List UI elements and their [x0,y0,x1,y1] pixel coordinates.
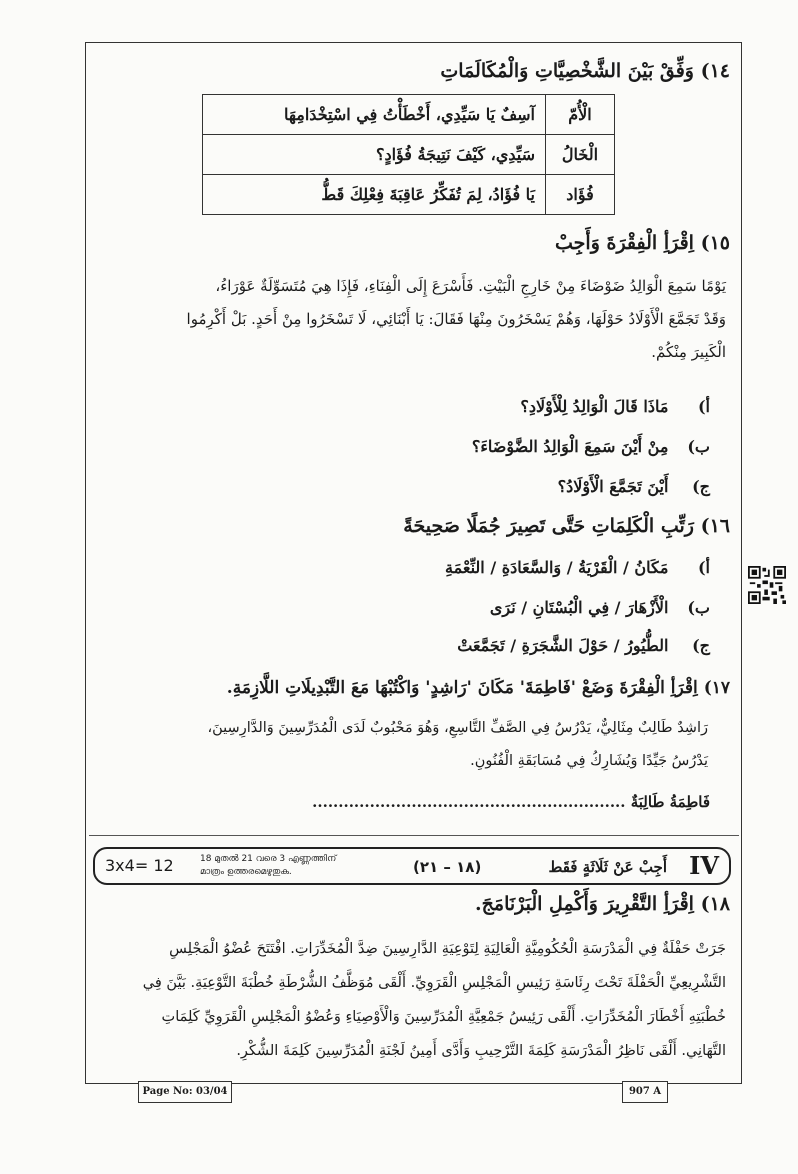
question-16-item-a [445,558,710,577]
section-roman: IV [689,851,719,880]
paragraph-line: يَدْرُسُ جَيِّدًا وَيُشَارِكُ فِي مُسَابَقَةِ الْفُنُونِ. [470,753,708,769]
question-16-item-c [457,636,710,655]
qr-code-icon [748,566,786,604]
section-divider [89,835,739,836]
question-number: ١٦) [700,515,730,537]
table-row [203,175,615,215]
speaker-cell: فُؤَاد [546,175,615,215]
answer-dots: ............................................................ [312,793,626,811]
section-instruction: أَجِبْ عَنْ ثَلَاثَةٍ فَقَط [548,858,667,876]
line-cell: يَا فُؤَادُ، لِمَ تُفَكِّرُ عَاقِبَةَ فِعْلِكَ قَطُّ [203,175,546,215]
question-15-paragraph [96,270,726,369]
item-text: الطُّيُورُ / حَوْلَ الشَّجَرَةِ / تَجَمَّعَتْ [457,636,669,655]
speaker-cell: الْأُمّ [546,95,615,135]
line-cell: آسِفٌ يَا سَيِّدِي، أَخْطَأْتُ فِي اسْتِخْدَامِهَا [203,95,546,135]
question-16-heading [95,515,730,537]
question-15-item-a [520,397,710,416]
paragraph-line: الْكَبِيرَ مِنْكُمْ. [651,343,726,361]
section-score: 3x4= 12 [105,856,174,875]
item-letter: ج) [692,477,710,496]
item-letter: ب) [687,437,710,456]
paragraph-line: التَّهَانِي. أَلْقَى نَاظِرُ الْمَدْرَسَةِ كَلِمَةَ التَّرْحِيبِ وَأَدَّى أَمِينُ لَجْنَةِ الْمُدَرِّسِينَ كَلِمَةَ الشُّكْرِ. [236,1043,726,1059]
question-15-item-b [472,437,710,456]
item-text: الْأَزْهَارَ / فِي الْبُسْتَانِ / نَرَى [489,598,669,617]
item-text: مِنْ أَيْنَ سَمِعَ الْوَالِدُ الضَّوْضَاءَ؟ [471,437,669,456]
item-text: أَيْنَ تَجَمَّعَ الْأَوْلَادُ؟ [557,477,669,496]
malayalam-line: മാത്രം ഉത്തരമെഴുതുക. [200,867,292,877]
paragraph-line: التَّشْرِيعِيِّ الْحَفْلَةَ تَحْتَ رِئَاسَةِ رَئِيسِ الْمَجْلِسِ الْقَرَوِيِّ. أَلْقَى مُوَظَّفُ الشُّرْطَةِ خُطْبَةَ التَّوْعِيَةِ. بَيَّنَ فِي [142,975,726,991]
item-letter: ج) [692,636,710,655]
paragraph-line: وَقَدْ تَجَمَّعَ الْأَوْلَادُ حَوْلَهَا، وَهُمْ يَسْخَرُونَ مِنْهَا فَقَالَ: يَا أَبْنَائِي، لَا تَسْخَرُوا مِنْ أَحَدٍ. بَلْ أَكْرِمُوا [186,310,726,328]
line-cell: سَيِّدِي، كَيْفَ نَتِيجَةُ فُؤَادٍ؟ [203,135,546,175]
malayalam-line: 18 മുതൽ 21 വരെ 3 എണ്ണത്തിന് [200,854,337,864]
paragraph-line: رَاشِدٌ طَالِبٌ مِثَالِيٌّ، يَدْرُسُ فِي الصَّفِّ التَّاسِعِ، وَهُوَ مَحْبُوبٌ لَدَى الْمُدَرِّسِينَ وَالدَّارِسِينَ، [207,720,708,736]
paragraph-line: خُطْبَتِهِ أَخْطَارَ الْمُخَدِّرَاتِ. أَلْقَى رَئِيسُ جَمْعِيَّةِ الْمُدَرِّسِينَ وَالْأَوْصِيَاءِ وَعُضْوُ الْمَجْلِسِ الْقَرَوِيِّ كَلِمَاتِ [161,1009,726,1025]
item-letter: أ) [697,558,710,577]
question-number: ١٧) [703,678,730,698]
question-14-heading [95,60,730,82]
paragraph-line: يَوْمًا سَمِعَ الْوَالِدُ ضَوْضَاءَ مِنْ خَارِجِ الْبَيْتِ. فَأَسْرَعَ إِلَى الْفِنَاءِ، فَإِذَا هِيَ مُتَسَوِّلَةٌ عَوْرَاءُ، [215,277,726,295]
question-15-item-c [558,477,710,496]
question-17-heading [95,678,730,698]
paper-code-box: 907 A [622,1081,668,1103]
table-row [203,95,615,135]
item-letter: أ) [697,397,710,416]
section-iv-header [93,847,731,885]
question-18-heading [95,893,730,915]
dialogue-table [202,94,615,215]
question-17-paragraph [96,712,708,778]
question-15-heading [95,232,730,254]
question-number: ١٤) [700,60,730,82]
question-18-paragraph [96,932,726,1068]
item-text: مَاذَا قَالَ الْوَالِدُ لِلْأَوْلَادِ؟ [520,397,669,416]
question-17-answer-line[interactable] [312,793,710,811]
question-16-item-b [490,598,710,617]
question-title: وَفِّقْ بَيْنَ الشَّخْصِيَّاتِ وَالْمُكَالَمَاتِ [440,60,694,82]
question-title: اِقْرَأِ الْفِقْرَةَ وَضَعْ 'فَاطِمَةَ' مَكَانَ 'رَاشِدٍ' وَاكْتُبْهَا مَعَ التَّبْدِيلَاتِ اللَّازِمَةِ. [226,678,698,698]
question-number: ١٨) [700,893,730,915]
answer-start: فَاطِمَةُ طَالِبَةٌ [630,793,710,811]
paragraph-line: جَرَتْ حَفْلَةٌ فِي الْمَدْرَسَةِ الْحُكُومِيَّةِ الْعَالِيَةِ لِتَوْعِيَةِ الدَّارِسِينَ ضِدَّ الْمُخَدِّرَاتِ. افْتَتَحَ عُضْوُ الْمَجْلِسِ [169,941,726,957]
question-number: ١٥) [700,232,730,254]
item-letter: ب) [687,598,710,617]
speaker-cell: الْخَالُ [546,135,615,175]
section-range: (١٨ – ٢١) [413,858,482,876]
question-title: رَتِّبِ الْكَلِمَاتِ حَتَّى تَصِيرَ جُمَلًا صَحِيحَةً [403,515,694,537]
malayalam-instruction [200,853,336,879]
question-title: اِقْرَأِ الْفِقْرَةَ وَأَجِبْ [555,232,694,254]
page-number-box: Page No: 03/04 [138,1081,232,1103]
question-title: اِقْرَأِ التَّقْرِيرَ وَأَكْمِلِ الْبَرْنَامَجَ. [475,893,694,915]
item-text: مَكَانُ / الْقَرْيَةُ / وَالسَّعَادَةِ / النِّعْمَةِ [445,558,669,577]
table-row [203,135,615,175]
